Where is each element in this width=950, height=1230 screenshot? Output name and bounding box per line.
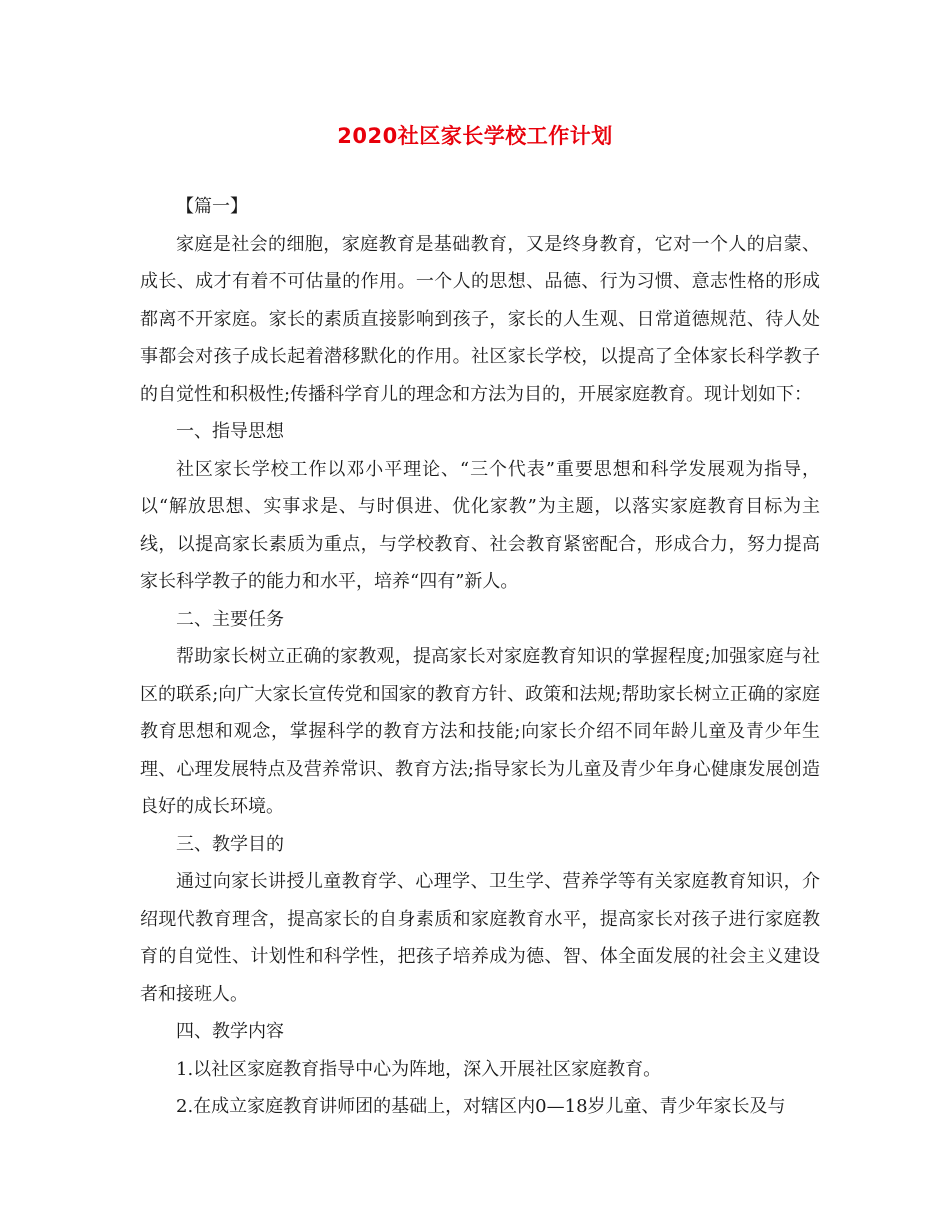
section-label-part-one: 【篇一】 bbox=[176, 196, 248, 217]
heading-main-tasks: 二、主要任务 bbox=[176, 608, 284, 630]
intro-paragraph: 家庭是社会的细胞，家庭教育是基础教育，又是终身教育，它对一个人的启蒙、成长、成才有着不可估量的作用。一个人的思想、品德、行为习惯、意志性格的形成都离不开家庭。家长的素质直接影响到孩子，家长的人生观、日常道德规范、待人处事都会对孩子成长起着潜移默化的作用。社区家长学校，以提高了全体家长科学教子的自觉性和积极性;传播科学育儿的理念和方法为目的，开展家庭教育。现计划如下： bbox=[140, 233, 820, 405]
heading-teaching-purpose: 三、教学目的 bbox=[176, 833, 284, 855]
heading-guiding-ideology: 一、指导思想 bbox=[176, 421, 284, 442]
guiding-ideology-paragraph: 社区家长学校工作以邓小平理论、“三个代表”重要思想和科学发展观为指导，以“解放思想、实事求是、与时俱进、优化家教”为主题，以落实家庭教育目标为主线，以提高家长素质为重点，与学校教育、社会教育紧密配合，形成合力，努力提高家长科学教子的能力和水平，培养“四有”新人。 bbox=[140, 458, 820, 592]
document-title: 2020社区家长学校工作计划 bbox=[337, 124, 613, 148]
teaching-purpose-paragraph: 通过向家长讲授儿童教育学、心理学、卫生学、营养学等有关家庭教育知识，介绍现代教育理含，提高家长的自身素质和家庭教育水平，提高家长对孩子进行家庭教育的自觉性、计划性和科学性，把孩子培养成为德、智、体全面发展的社会主义建设者和接班人。 bbox=[140, 871, 820, 1005]
document-body bbox=[140, 188, 820, 1126]
teaching-content-item-2: 2.在成立家庭教育讲师团的基础上，对辖区内0—18岁儿童、青少年家长及与 bbox=[176, 1096, 786, 1117]
main-tasks-paragraph: 帮助家长树立正确的家教观，提高家长对家庭教育知识的掌握程度;加强家庭与社区的联系;向广大家长宣传党和国家的教育方针、政策和法规;帮助家长树立正确的家庭教育思想和观念，掌握科学的教育方法和技能;向家长介绍不同年龄儿童及青少年生理、心理发展特点及营养常识、教育方法;指导家长为儿童及青少年身心健康发展创造良好的成长环境。 bbox=[140, 646, 820, 817]
teaching-content-item-1: 1.以社区家庭教育指导中心为阵地，深入开展社区家庭教育。 bbox=[176, 1058, 662, 1080]
heading-teaching-content: 四、教学内容 bbox=[176, 1021, 284, 1042]
